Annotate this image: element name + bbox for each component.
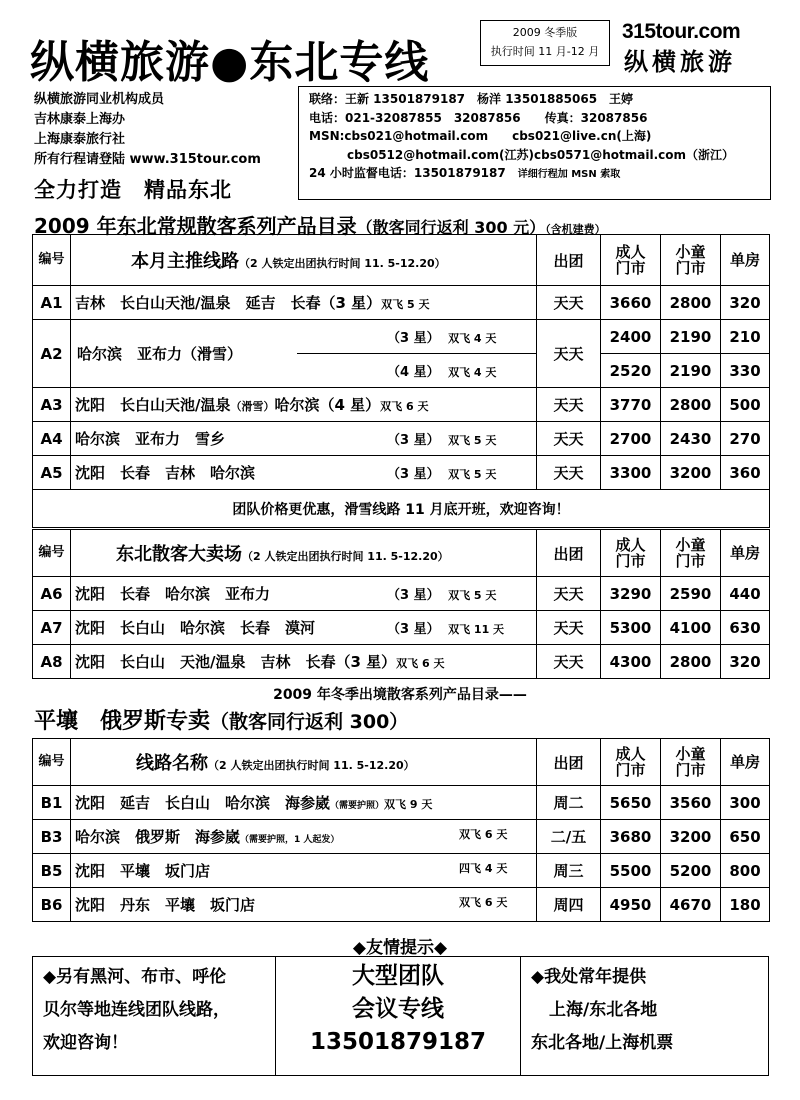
row-depart: 周三 bbox=[537, 854, 601, 888]
page-title bbox=[30, 26, 429, 90]
route-note: （需要护照） bbox=[330, 801, 385, 811]
row-route bbox=[71, 320, 537, 388]
row-single: 360 bbox=[721, 456, 770, 490]
row-code: A8 bbox=[33, 645, 71, 679]
tips-line: 贝尔等地连线团队线路， bbox=[43, 1000, 230, 1020]
section2-title-sub: （散客同行返利 300） bbox=[210, 711, 409, 733]
tips-title: ◆友情提示◆ bbox=[352, 938, 448, 958]
route-days: 双飞 9 天 bbox=[384, 798, 433, 811]
row-depart: 天天 bbox=[537, 577, 601, 611]
col-route-title: 本月主推线路 bbox=[131, 251, 239, 272]
section2-title bbox=[34, 704, 408, 735]
agency-line: 所有行程请登陆 www.315tour.com bbox=[34, 152, 261, 167]
table-row bbox=[33, 388, 770, 422]
row-child: 3200 bbox=[661, 456, 721, 490]
table-row bbox=[33, 820, 770, 854]
row-code: B6 bbox=[33, 888, 71, 922]
row-child: 2800 bbox=[661, 286, 721, 320]
section1-title-main: 2009 年东北常规散客系列产品目录 bbox=[34, 214, 357, 238]
route-star: （3 星） 双飞 5 天 bbox=[387, 433, 497, 448]
col-single: 单房 bbox=[721, 530, 770, 577]
row-depart: 周四 bbox=[537, 888, 601, 922]
row-adult: 5650 bbox=[601, 786, 661, 820]
route-text-tail: 哈尔滨（4 星） bbox=[274, 396, 381, 414]
site-link[interactable]: 315tour.com bbox=[622, 20, 741, 43]
title-left: 纵横旅游 bbox=[30, 37, 210, 88]
col-route bbox=[71, 235, 537, 286]
row-route bbox=[71, 645, 537, 679]
section2-title-main: 平壤 俄罗斯专卖 bbox=[34, 709, 211, 734]
col-child: 小童门市 bbox=[661, 235, 721, 286]
tips-line: 会议专线 bbox=[352, 996, 444, 1022]
route-note: （需要护照，1 人起发） bbox=[240, 835, 340, 845]
route-text: 沈阳 长春 吉林 哈尔滨 bbox=[75, 464, 256, 482]
route-text: 哈尔滨 亚布力 雪乡 bbox=[75, 430, 226, 448]
col-route-note: （2 人铁定出团执行时间 11. 5-12.20） bbox=[208, 759, 415, 772]
row-route bbox=[71, 854, 537, 888]
row-depart: 天天 bbox=[537, 422, 601, 456]
msn-note: 详细行程加 MSN 索取 bbox=[517, 169, 621, 180]
tips-center bbox=[276, 957, 521, 1075]
tips-box bbox=[32, 956, 769, 1076]
table-row bbox=[33, 645, 770, 679]
row-child: 3200 bbox=[661, 820, 721, 854]
table-row bbox=[33, 320, 770, 354]
row-single: 320 bbox=[721, 286, 770, 320]
row-child: 2800 bbox=[661, 388, 721, 422]
row-child: 2190 bbox=[661, 354, 721, 388]
row-code: A4 bbox=[33, 422, 71, 456]
row-single: 500 bbox=[721, 388, 770, 422]
table-row bbox=[33, 286, 770, 320]
row-single: 180 bbox=[721, 888, 770, 922]
notice-row: 团队价格更优惠，滑雪线路 11 月底开班，欢迎咨询！ bbox=[33, 490, 770, 528]
col-route-note: （2 人铁定出团执行时间 11. 5-12.20） bbox=[239, 257, 446, 270]
route-days: 双飞 6 天 bbox=[459, 828, 508, 841]
row-child: 4100 bbox=[661, 611, 721, 645]
table-row bbox=[33, 611, 770, 645]
row-child: 2190 bbox=[661, 320, 721, 354]
col-depart: 出团 bbox=[537, 530, 601, 577]
col-code: 编号 bbox=[33, 530, 71, 577]
agency-info bbox=[34, 90, 261, 170]
route-text: 哈尔滨 俄罗斯 海参崴 bbox=[75, 828, 241, 846]
section1-title-sub: （散客同行返利 300 元） bbox=[356, 218, 546, 237]
route-days: 双飞 6 天 bbox=[459, 896, 508, 909]
row-child: 2800 bbox=[661, 645, 721, 679]
row-route bbox=[71, 611, 537, 645]
route-star: （3 星） 双飞 11 天 bbox=[387, 622, 505, 637]
tips-phone: 13501879187 bbox=[309, 1029, 487, 1055]
col-route bbox=[71, 739, 537, 786]
row-code: B3 bbox=[33, 820, 71, 854]
route-variant: （4 星） 双飞 4 天 bbox=[387, 365, 497, 380]
row-depart: 天天 bbox=[537, 611, 601, 645]
row-child: 5200 bbox=[661, 854, 721, 888]
row-depart: 二/五 bbox=[537, 820, 601, 854]
row-child: 2590 bbox=[661, 577, 721, 611]
col-adult: 成人门市 bbox=[601, 530, 661, 577]
agency-line: 纵横旅游同业机构成员 bbox=[34, 92, 165, 107]
row-adult: 3300 bbox=[601, 456, 661, 490]
col-adult: 成人门市 bbox=[601, 235, 661, 286]
row-child: 4670 bbox=[661, 888, 721, 922]
row-adult: 4300 bbox=[601, 645, 661, 679]
route-text: 沈阳 长白山 哈尔滨 长春 漠河 bbox=[75, 619, 316, 637]
row-route bbox=[71, 286, 537, 320]
row-depart: 天天 bbox=[537, 320, 601, 388]
season-badge bbox=[480, 20, 610, 66]
table-row bbox=[33, 456, 770, 490]
row-code: A6 bbox=[33, 577, 71, 611]
contact-line: 电话：021-32087855 32087856 传真：32087856 bbox=[309, 110, 648, 125]
col-child: 小童门市 bbox=[661, 739, 721, 786]
section2-subtitle: 2009 年冬季出境散客系列产品目录—— bbox=[273, 687, 527, 703]
row-depart: 天天 bbox=[537, 286, 601, 320]
table-row bbox=[33, 854, 770, 888]
row-adult: 3660 bbox=[601, 286, 661, 320]
contact-box bbox=[298, 86, 771, 200]
brand-logo: 纵横旅游 bbox=[624, 48, 736, 76]
row-route bbox=[71, 388, 537, 422]
row-single: 270 bbox=[721, 422, 770, 456]
tips-line: 东北各地/上海机票 bbox=[531, 1033, 674, 1053]
tips-right bbox=[521, 957, 770, 1075]
row-depart: 天天 bbox=[537, 645, 601, 679]
row-single: 320 bbox=[721, 645, 770, 679]
hotline: 24 小时监督电话：13501879187 bbox=[309, 166, 506, 180]
row-single: 300 bbox=[721, 786, 770, 820]
route-text: 沈阳 长白山 天池/温泉 吉林 长春（3 星） bbox=[75, 653, 397, 671]
row-single: 650 bbox=[721, 820, 770, 854]
row-adult: 2700 bbox=[601, 422, 661, 456]
row-adult: 3680 bbox=[601, 820, 661, 854]
route-days: 双飞 6 天 bbox=[396, 657, 445, 670]
row-adult: 4950 bbox=[601, 888, 661, 922]
tips-line: ◆另有黑河、布市、呼伦 bbox=[43, 967, 227, 987]
slogan: 全力打造 精品东北 bbox=[34, 178, 232, 202]
contact-line: 联络：王新 13501879187 杨洋 13501885065 王婷 bbox=[309, 92, 634, 106]
tips-line: 大型团队 bbox=[352, 963, 444, 989]
col-code: 编号 bbox=[33, 739, 71, 786]
col-single: 单房 bbox=[721, 235, 770, 286]
row-adult: 2520 bbox=[601, 354, 661, 388]
route-text: 哈尔滨 亚布力（滑雪） bbox=[77, 345, 243, 363]
route-variant: （3 星） 双飞 4 天 bbox=[387, 331, 497, 346]
table-domestic-sale bbox=[32, 529, 770, 679]
route-text: 沈阳 延吉 长白山 哈尔滨 海参崴 bbox=[75, 794, 331, 812]
col-depart: 出团 bbox=[537, 235, 601, 286]
route-note: （滑雪） bbox=[230, 400, 275, 413]
row-depart: 周二 bbox=[537, 786, 601, 820]
col-route-title: 东北散客大卖场 bbox=[116, 544, 242, 565]
row-route bbox=[71, 786, 537, 820]
agency-line: 上海康泰旅行社 bbox=[34, 132, 126, 147]
tips-line: 欢迎咨询！ bbox=[43, 1033, 128, 1053]
title-bullet-icon: ● bbox=[210, 37, 250, 88]
col-route-note: （2 人铁定出团执行时间 11. 5-12.20） bbox=[242, 550, 449, 563]
row-single: 210 bbox=[721, 320, 770, 354]
row-child: 3560 bbox=[661, 786, 721, 820]
table-row bbox=[33, 888, 770, 922]
row-adult: 2400 bbox=[601, 320, 661, 354]
route-star: （3 星） 双飞 5 天 bbox=[387, 588, 497, 603]
table-row bbox=[33, 577, 770, 611]
row-route bbox=[71, 888, 537, 922]
season-dates: 执行时间 11 月-12 月 bbox=[490, 45, 600, 58]
row-code: B5 bbox=[33, 854, 71, 888]
col-route-title: 线路名称 bbox=[136, 753, 208, 774]
row-route bbox=[71, 456, 537, 490]
contact-line: MSN:cbs021@hotmail.com cbs021@live.cn(上海) bbox=[309, 129, 652, 143]
route-days: 双飞 5 天 bbox=[381, 298, 430, 311]
season-label: 2009 冬季版 bbox=[512, 26, 578, 39]
row-adult: 5500 bbox=[601, 854, 661, 888]
row-code: B1 bbox=[33, 786, 71, 820]
route-text: 沈阳 长春 哈尔滨 亚布力 bbox=[75, 585, 271, 603]
section1-title-tiny: （含机建费） bbox=[545, 223, 606, 236]
route-text: 沈阳 平壤 坂门店 bbox=[75, 862, 211, 880]
col-code: 编号 bbox=[33, 235, 71, 286]
contact-line: cbs0512@hotmail.com(江苏)cbs0571@hotmail.com（浙江） bbox=[347, 147, 735, 162]
contact-line bbox=[309, 164, 760, 185]
row-adult: 5300 bbox=[601, 611, 661, 645]
row-route bbox=[71, 577, 537, 611]
row-route bbox=[71, 422, 537, 456]
route-text: 吉林 长白山天池/温泉 延吉 长春（3 星） bbox=[75, 294, 382, 312]
table-overseas bbox=[32, 738, 770, 922]
table-row bbox=[33, 422, 770, 456]
row-single: 800 bbox=[721, 854, 770, 888]
row-depart: 天天 bbox=[537, 456, 601, 490]
row-depart: 天天 bbox=[537, 388, 601, 422]
route-text: 沈阳 丹东 平壤 坂门店 bbox=[75, 896, 256, 914]
row-single: 630 bbox=[721, 611, 770, 645]
col-route bbox=[71, 530, 537, 577]
row-adult: 3770 bbox=[601, 388, 661, 422]
table-row bbox=[33, 786, 770, 820]
tips-left bbox=[33, 957, 276, 1075]
title-right: 东北专线 bbox=[249, 37, 430, 88]
agency-line: 吉林康泰上海办 bbox=[34, 112, 126, 127]
row-single: 440 bbox=[721, 577, 770, 611]
route-days: 四飞 4 天 bbox=[459, 862, 508, 875]
row-code: A2 bbox=[33, 320, 71, 388]
col-child: 小童门市 bbox=[661, 530, 721, 577]
row-code: A7 bbox=[33, 611, 71, 645]
row-code: A3 bbox=[33, 388, 71, 422]
tips-line: 上海/东北各地 bbox=[549, 1000, 658, 1020]
row-code: A5 bbox=[33, 456, 71, 490]
col-single: 单房 bbox=[721, 739, 770, 786]
route-text: 沈阳 长白山天池/温泉 bbox=[75, 396, 231, 414]
col-adult: 成人门市 bbox=[601, 739, 661, 786]
route-days: 双飞 6 天 bbox=[380, 400, 429, 413]
col-depart: 出团 bbox=[537, 739, 601, 786]
row-route bbox=[71, 820, 537, 854]
route-star: （3 星） 双飞 5 天 bbox=[387, 467, 497, 482]
table-domestic-main bbox=[32, 234, 770, 528]
row-single: 330 bbox=[721, 354, 770, 388]
row-adult: 3290 bbox=[601, 577, 661, 611]
tips-line: ◆我处常年提供 bbox=[531, 967, 647, 987]
row-code: A1 bbox=[33, 286, 71, 320]
row-child: 2430 bbox=[661, 422, 721, 456]
